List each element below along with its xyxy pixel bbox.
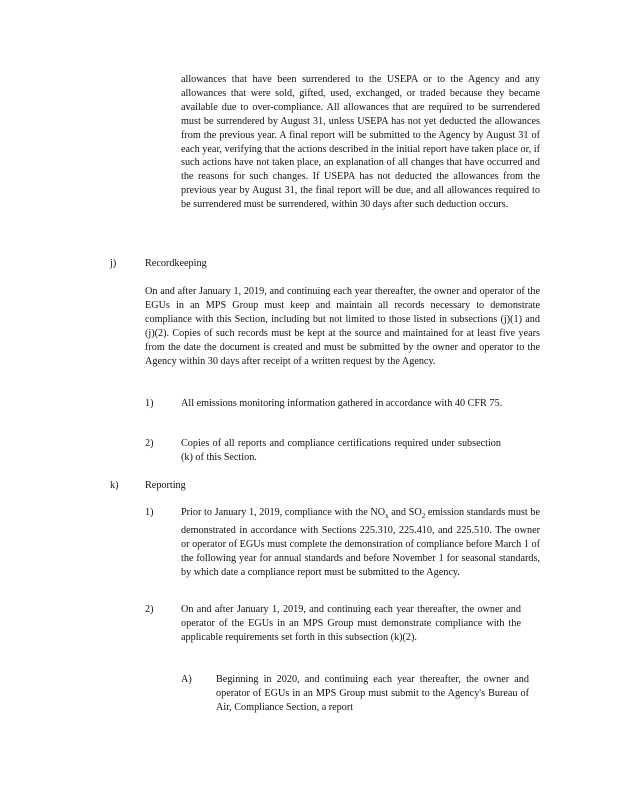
section-j-item-1-label: 1) — [145, 398, 154, 409]
k1-sub-x: x — [385, 512, 389, 521]
section-k-heading: Reporting — [145, 480, 186, 491]
section-j-item-2-text: Copies of all reports and compliance certifications required under subsection (k) of this Section. — [181, 438, 501, 463]
k1-text-a: Prior to January 1, 2019, compliance with the NO — [181, 507, 386, 518]
section-j-item-2-label: 2) — [145, 438, 154, 449]
section-k-item-2-text: On and after January 1, 2019, and continuing each year thereafter, the owner and operator of the EGUs in an MPS Group must demonstrate compliance with the applicable requirements set forth in this subsection (k)(2). — [181, 604, 521, 643]
k1-sub-2: 2 — [421, 512, 426, 521]
section-k-2-subitem-a-text: Beginning in 2020, and continuing each year thereafter, the owner and operator of EGUs in an MPS Group must submit to the Agency's Bureau of Air, Compliance Section, a report — [216, 674, 529, 713]
k1-text-c: emission standards must be demonstrated in accordance with Sections 225.310, 225.410, and 225.510. The owner or operator of EGUs must complete the demonstration of compliance before March 1 of the following year for annual standards and before November 1 for seasonal standards, by which date a compliance report must be submitted to the Agency. — [181, 507, 540, 578]
section-j-label: j) — [110, 258, 117, 269]
section-k-2-subitem-a-label: A) — [181, 674, 192, 685]
k1-text-b: and SO — [388, 507, 422, 518]
section-k-label: k) — [110, 480, 119, 491]
section-k-item-1-label: 1) — [145, 507, 154, 518]
section-j-item-1-text: All emissions monitoring information gathered in accordance with 40 CFR 75. — [181, 398, 503, 409]
continued-paragraph: allowances that have been surrendered to the USEPA or to the Agency and any allowances that were sold, gifted, used, exchanged, or traded because they became available due to over-compliance. All allowances that are required to be surrendered must be surrendered by August 31, unless USEPA has not yet deducted the allowances from the previous year. A final report will be submitted to the Agency by August 31 of each year, verifying that the actions described in the initial report have taken place or, if such actions have not taken place, an explanation of all changes that have occurred and the reasons for such changes. If USEPA has not deducted the allowances from the previous year by August 31, the final report will be due, and all allowances required to be surrendered must be surrendered, within 30 days after such deduction occurs. — [181, 74, 540, 211]
section-j-body: On and after January 1, 2019, and continuing each year thereafter, the owner and operator of the EGUs in an MPS Group must keep and maintain all records necessary to demonstrate compliance with this Section, including but not limited to those listed in subsections (j)(1) and (j)(2). Copies of such records must be kept at the source and maintained for at least five years from the date the document is created and must be submitted by the owner and operator to the Agency within 30 days after receipt of a written request by the Agency. — [145, 286, 540, 367]
section-k-item-1-text — [181, 506, 540, 580]
section-j-heading: Recordkeeping — [145, 258, 207, 269]
section-k-item-2-label: 2) — [145, 604, 154, 615]
